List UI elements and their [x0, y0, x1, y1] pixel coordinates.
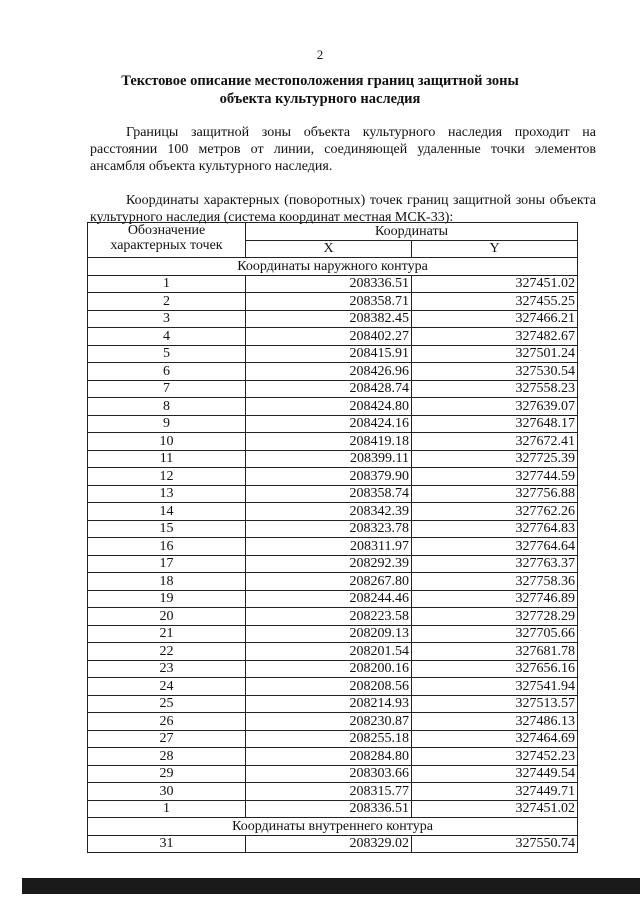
x-coordinate-cell: 208426.96: [246, 363, 412, 381]
table-row: [88, 748, 578, 766]
x-coordinate-cell: 208267.80: [246, 573, 412, 591]
y-coordinate-cell: 327648.17: [412, 415, 578, 433]
x-coordinate-cell: 208382.45: [246, 310, 412, 328]
x-coordinate-cell: 208200.16: [246, 660, 412, 678]
x-coordinate-cell: 208284.80: [246, 748, 412, 766]
coordinates-intro-paragraph: Координаты характерных (поворотных) точек границ защитной зоны объекта культурного наследия (система координат местная МСК-33):: [90, 193, 596, 225]
x-coordinate-cell: 208201.54: [246, 643, 412, 661]
x-coordinate-cell: 208402.27: [246, 328, 412, 346]
page-number: 2: [316, 47, 324, 62]
point-number-cell: 6: [88, 363, 246, 381]
points-header-line-1: Обозначение: [127, 223, 206, 238]
x-column-header: X: [246, 240, 412, 258]
point-number-cell: 30: [88, 783, 246, 801]
y-coordinate-cell: 327464.69: [412, 730, 578, 748]
point-number-cell: 9: [88, 415, 246, 433]
point-number-cell: 25: [88, 695, 246, 713]
table-row: [88, 713, 578, 731]
y-coordinate-cell: 327466.21: [412, 310, 578, 328]
points-header-line-2: характерных точек: [110, 238, 223, 253]
y-coordinate-cell: 327455.25: [412, 293, 578, 311]
point-number-cell: 13: [88, 485, 246, 503]
y-coordinate-cell: 327764.64: [412, 538, 578, 556]
y-coordinate-cell: 327656.16: [412, 660, 578, 678]
table-row: [88, 678, 578, 696]
point-number-cell: 20: [88, 608, 246, 626]
y-coordinate-cell: 327452.23: [412, 748, 578, 766]
point-number-cell: 15: [88, 520, 246, 538]
x-coordinate-cell: 208342.39: [246, 503, 412, 521]
y-coordinate-cell: 327558.23: [412, 380, 578, 398]
point-number-cell: 14: [88, 503, 246, 521]
x-coordinate-cell: 208358.71: [246, 293, 412, 311]
table-row: [88, 380, 578, 398]
y-column-header: Y: [412, 240, 578, 258]
table-row: [88, 783, 578, 801]
y-coordinate-cell: 327501.24: [412, 345, 578, 363]
table-row: [88, 433, 578, 451]
y-coordinate-cell: 327728.29: [412, 608, 578, 626]
table-row: [88, 328, 578, 346]
title-line-1: Текстовое описание местоположения границ защитной зоны: [121, 73, 519, 89]
section-title: Координаты наружного контура: [88, 258, 578, 276]
x-coordinate-cell: 208244.46: [246, 590, 412, 608]
point-number-cell: 29: [88, 765, 246, 783]
y-coordinate-cell: 327639.07: [412, 398, 578, 416]
point-number-cell: 11: [88, 450, 246, 468]
boundary-description-paragraph: Границы защитной зоны объекта культурного наследия проходит на расстоянии 100 метров от линии, соединяющей удаленные точки элементов ансамбля объекта культурного наследия.: [90, 125, 596, 174]
point-number-cell: 16: [88, 538, 246, 556]
y-coordinate-cell: 327725.39: [412, 450, 578, 468]
point-number-cell: 28: [88, 748, 246, 766]
table-row: [88, 555, 578, 573]
y-coordinate-cell: 327550.74: [412, 835, 578, 853]
table-row: [88, 730, 578, 748]
point-number-cell: 21: [88, 625, 246, 643]
point-number-cell: 12: [88, 468, 246, 486]
point-number-cell: 3: [88, 310, 246, 328]
coordinates-column-header: Координаты: [246, 223, 578, 241]
table-row: [88, 765, 578, 783]
point-number-cell: 27: [88, 730, 246, 748]
x-coordinate-cell: 208399.11: [246, 450, 412, 468]
x-coordinate-cell: 208209.13: [246, 625, 412, 643]
point-number-cell: 26: [88, 713, 246, 731]
section-row: [88, 818, 578, 836]
point-number-cell: 4: [88, 328, 246, 346]
y-coordinate-cell: 327451.02: [412, 275, 578, 293]
table-row: [88, 450, 578, 468]
table-row: [88, 590, 578, 608]
scan-edge-bar: [22, 878, 640, 894]
table-row: [88, 608, 578, 626]
point-number-cell: 10: [88, 433, 246, 451]
section-row: [88, 258, 578, 276]
x-coordinate-cell: 208428.74: [246, 380, 412, 398]
y-coordinate-cell: 327449.71: [412, 783, 578, 801]
title-line-2: объекта культурного наследия: [219, 91, 421, 107]
y-coordinate-cell: 327530.54: [412, 363, 578, 381]
section-title: Координаты внутреннего контура: [88, 818, 578, 836]
x-coordinate-cell: 208255.18: [246, 730, 412, 748]
y-coordinate-cell: 327513.57: [412, 695, 578, 713]
y-coordinate-cell: 327705.66: [412, 625, 578, 643]
point-number-cell: 22: [88, 643, 246, 661]
y-coordinate-cell: 327762.26: [412, 503, 578, 521]
table-row: [88, 695, 578, 713]
x-coordinate-cell: 208208.56: [246, 678, 412, 696]
table-row: [88, 800, 578, 818]
y-coordinate-cell: 327451.02: [412, 800, 578, 818]
point-number-cell: 1: [88, 800, 246, 818]
x-coordinate-cell: 208358.74: [246, 485, 412, 503]
x-coordinate-cell: 208419.18: [246, 433, 412, 451]
point-number-cell: 7: [88, 380, 246, 398]
table-row: [88, 835, 578, 853]
table-row: [88, 398, 578, 416]
point-number-cell: 31: [88, 835, 246, 853]
y-coordinate-cell: 327756.88: [412, 485, 578, 503]
table-row: [88, 485, 578, 503]
points-column-header: [88, 223, 246, 258]
document-title: [0, 72, 640, 108]
x-coordinate-cell: 208336.51: [246, 800, 412, 818]
point-number-cell: 18: [88, 573, 246, 591]
table-row: [88, 643, 578, 661]
y-coordinate-cell: 327541.94: [412, 678, 578, 696]
point-number-cell: 17: [88, 555, 246, 573]
y-coordinate-cell: 327758.36: [412, 573, 578, 591]
point-number-cell: 2: [88, 293, 246, 311]
point-number-cell: 19: [88, 590, 246, 608]
y-coordinate-cell: 327672.41: [412, 433, 578, 451]
table-row: [88, 415, 578, 433]
point-number-cell: 24: [88, 678, 246, 696]
x-coordinate-cell: 208336.51: [246, 275, 412, 293]
y-coordinate-cell: 327763.37: [412, 555, 578, 573]
table-row: [88, 625, 578, 643]
x-coordinate-cell: 208329.02: [246, 835, 412, 853]
x-coordinate-cell: 208424.80: [246, 398, 412, 416]
x-coordinate-cell: 208223.58: [246, 608, 412, 626]
point-number-cell: 5: [88, 345, 246, 363]
y-coordinate-cell: 327744.59: [412, 468, 578, 486]
y-coordinate-cell: 327681.78: [412, 643, 578, 661]
point-number-cell: 1: [88, 275, 246, 293]
y-coordinate-cell: 327764.83: [412, 520, 578, 538]
table-row: [88, 310, 578, 328]
x-coordinate-cell: 208214.93: [246, 695, 412, 713]
x-coordinate-cell: 208230.87: [246, 713, 412, 731]
x-coordinate-cell: 208292.39: [246, 555, 412, 573]
point-number-cell: 8: [88, 398, 246, 416]
x-coordinate-cell: 208424.16: [246, 415, 412, 433]
x-coordinate-cell: 208415.91: [246, 345, 412, 363]
y-coordinate-cell: 327449.54: [412, 765, 578, 783]
y-coordinate-cell: 327746.89: [412, 590, 578, 608]
y-coordinate-cell: 327482.67: [412, 328, 578, 346]
table-row: [88, 345, 578, 363]
coordinates-table: [87, 222, 578, 853]
table-row: [88, 503, 578, 521]
table-row: [88, 538, 578, 556]
x-coordinate-cell: 208303.66: [246, 765, 412, 783]
table-row: [88, 275, 578, 293]
table-row: [88, 520, 578, 538]
x-coordinate-cell: 208311.97: [246, 538, 412, 556]
table-row: [88, 293, 578, 311]
y-coordinate-cell: 327486.13: [412, 713, 578, 731]
x-coordinate-cell: 208315.77: [246, 783, 412, 801]
point-number-cell: 23: [88, 660, 246, 678]
x-coordinate-cell: 208379.90: [246, 468, 412, 486]
table-row: [88, 573, 578, 591]
table-row: [88, 468, 578, 486]
table-row: [88, 363, 578, 381]
x-coordinate-cell: 208323.78: [246, 520, 412, 538]
table-row: [88, 660, 578, 678]
